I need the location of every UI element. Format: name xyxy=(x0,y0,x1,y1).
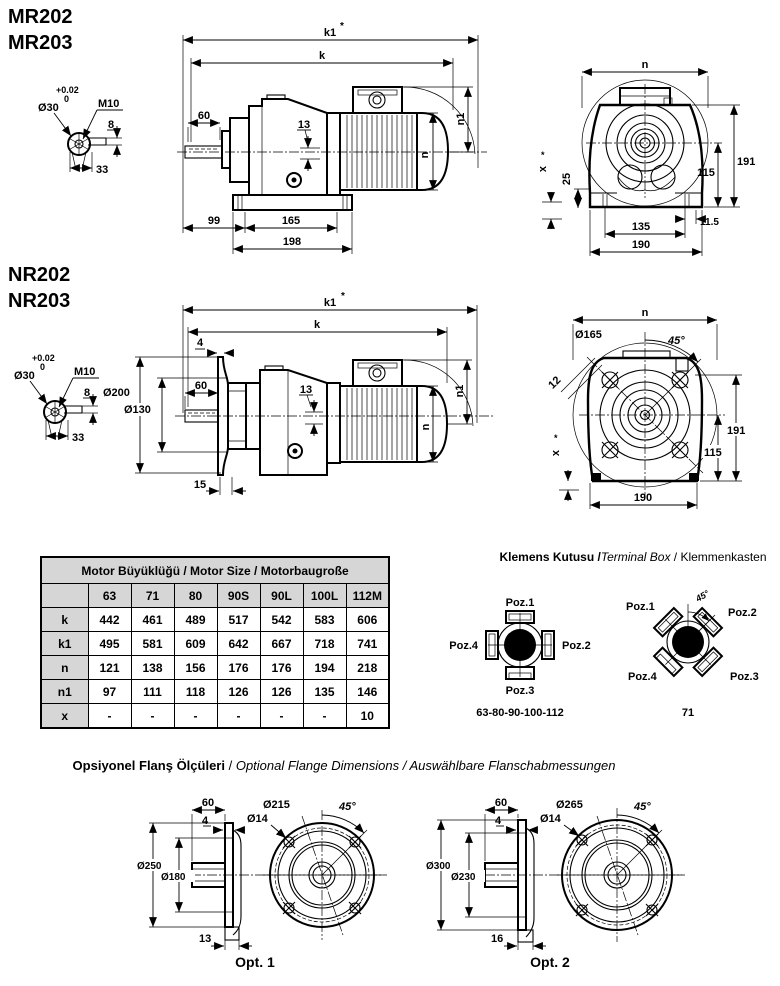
dim-45deg: 45° xyxy=(668,335,685,347)
dim-198: 198 xyxy=(282,236,302,248)
cell: 10 xyxy=(346,704,389,729)
dim-135: 135 xyxy=(631,221,651,233)
key-height-label: 8 xyxy=(108,119,115,131)
dim-60: 60 xyxy=(194,380,208,392)
dim-4: 4 xyxy=(494,815,502,827)
poz2-label: Poz.2 xyxy=(562,640,591,652)
standard-sizes-caption: 63-80-90-100-112 xyxy=(476,707,564,719)
dim-k1-star: * xyxy=(340,21,344,32)
terminal-box-standard xyxy=(449,597,590,719)
dim-thk: 13 xyxy=(199,933,212,945)
cell: 495 xyxy=(88,632,131,656)
col-header: 80 xyxy=(174,584,217,608)
dim-45deg: 45° xyxy=(634,801,651,813)
row-label: n xyxy=(41,656,88,680)
housing-geometry xyxy=(589,88,702,207)
cell: - xyxy=(217,704,260,729)
terminal-title-de: / Klemmenkasten xyxy=(670,550,767,564)
table-row xyxy=(41,680,389,704)
dim-190: 190 xyxy=(631,239,651,251)
cell: 118 xyxy=(174,680,217,704)
cell: 194 xyxy=(303,656,346,680)
dim-x: x xyxy=(550,449,562,457)
cell: 138 xyxy=(131,656,174,680)
shaft-end-dimensions xyxy=(14,353,99,444)
dim-60: 60 xyxy=(197,110,211,122)
extension-lines xyxy=(135,305,477,495)
gearbox-geometry xyxy=(246,366,327,475)
cell: 542 xyxy=(260,608,303,632)
cell: - xyxy=(303,704,346,729)
shaft-diameter-label: Ø30 xyxy=(38,102,59,114)
dim-dia165: Ø165 xyxy=(575,329,602,341)
thread-label: M10 xyxy=(98,98,120,110)
dimension-lines xyxy=(183,40,478,249)
sep: / xyxy=(224,758,236,773)
mr-model-heading xyxy=(8,4,72,56)
dim-x: x xyxy=(537,165,549,173)
poz3-label: Poz.3 xyxy=(730,671,759,683)
sep: / xyxy=(180,563,191,578)
table-title-tr: Motor Büyüklüğü xyxy=(81,563,181,578)
section-view xyxy=(192,823,241,940)
col-header: 71 xyxy=(131,584,174,608)
dimension-lines xyxy=(140,310,477,491)
dim-25: 25 xyxy=(561,172,573,186)
table-title xyxy=(41,557,389,584)
flange-title-rest: Optional Flange Dimensions / Auswählbare Flanschabmessungen xyxy=(235,758,616,773)
dim-pilot: Ø230 xyxy=(451,872,476,883)
size71-caption: 71 xyxy=(681,707,695,719)
model-nr203: NR203 xyxy=(8,290,71,312)
cell: 97 xyxy=(88,680,131,704)
cell: 642 xyxy=(217,632,260,656)
cell: 176 xyxy=(217,656,260,680)
cell: 606 xyxy=(346,608,389,632)
table-row xyxy=(41,704,389,729)
dim-190: 190 xyxy=(633,492,653,504)
flange-title-tr: Opsiyonel Flanş Ölçüleri xyxy=(72,758,225,773)
key-width-label: 33 xyxy=(96,164,109,176)
cell: 718 xyxy=(303,632,346,656)
dim-n: n xyxy=(420,423,432,431)
cell: 667 xyxy=(260,632,303,656)
tolerance-lower: 0 xyxy=(64,94,70,104)
model-nr202: NR202 xyxy=(8,264,71,286)
table-row xyxy=(41,632,389,656)
col-header: 112M xyxy=(346,584,389,608)
row-label: n1 xyxy=(41,680,88,704)
dim-13: 13 xyxy=(297,119,311,131)
circular-view xyxy=(263,810,383,940)
flange-opt2-drawing xyxy=(425,788,720,983)
poz4-label: Poz.4 xyxy=(628,671,657,683)
col-header: 90S xyxy=(217,584,260,608)
dim-191: 191 xyxy=(737,156,756,168)
table-title-de: Motorbaugroße xyxy=(260,563,349,578)
shaft-end-dimensions xyxy=(38,85,123,176)
table-row xyxy=(41,608,389,632)
key-width-label: 33 xyxy=(72,432,85,444)
dim-n: n xyxy=(641,59,649,71)
terminal-box-diagrams xyxy=(430,568,780,725)
mr-side-view xyxy=(172,18,492,263)
col-header: 90L xyxy=(260,584,303,608)
dim-11-5: 11.5 xyxy=(700,217,719,228)
cell: 583 xyxy=(303,608,346,632)
dim-115: 115 xyxy=(704,447,722,459)
poz4-label: Poz.4 xyxy=(449,640,478,652)
shaft-diameter-label: Ø30 xyxy=(14,370,35,382)
cell: 146 xyxy=(346,680,389,704)
model-mr202: MR202 xyxy=(8,6,73,28)
tolerance-upper: +0.02 xyxy=(56,85,79,95)
cell: - xyxy=(88,704,131,729)
dim-thk: 16 xyxy=(491,933,504,945)
nr-side-view xyxy=(95,283,500,523)
tolerance-lower: 0 xyxy=(40,362,46,372)
thread-label: M10 xyxy=(74,366,96,378)
dim-4: 4 xyxy=(196,337,204,349)
nr-model-heading xyxy=(8,262,70,314)
col-header: 100L xyxy=(303,584,346,608)
dim-15: 15 xyxy=(193,479,207,491)
dim-k1: k1 xyxy=(323,27,337,39)
tolerance-upper: +0.02 xyxy=(32,353,55,363)
opt2-caption: Opt. 2 xyxy=(530,954,570,970)
model-mr203: MR203 xyxy=(8,32,73,54)
rotation-angle-label: 45° xyxy=(694,588,711,604)
dim-k1-star: * xyxy=(341,291,345,302)
cell: 121 xyxy=(88,656,131,680)
mr-front-view xyxy=(538,48,778,268)
corner-cell xyxy=(41,584,88,608)
dim-99: 99 xyxy=(207,215,221,227)
poz2-label: Poz.2 xyxy=(728,607,757,619)
cell: 741 xyxy=(346,632,389,656)
dim-4: 4 xyxy=(201,815,209,827)
cell: 176 xyxy=(260,656,303,680)
dim-60: 60 xyxy=(494,797,508,809)
dim-13: 13 xyxy=(299,384,313,396)
terminal-title-en: Terminal Box xyxy=(600,550,671,564)
cell: 135 xyxy=(303,680,346,704)
dim-pilot: Ø180 xyxy=(161,872,186,883)
row-label: k1 xyxy=(41,632,88,656)
mr-shaft-end-detail xyxy=(30,80,180,210)
cell: 126 xyxy=(260,680,303,704)
nr-front-view xyxy=(535,290,780,525)
terminal-title-tr: Klemens Kutusu / xyxy=(499,550,601,564)
cell: 218 xyxy=(346,656,389,680)
dim-191: 191 xyxy=(727,425,746,437)
row-label: x xyxy=(41,704,88,729)
motor-size-table xyxy=(40,556,390,729)
key-height-label: 8 xyxy=(84,387,91,399)
flange-opt1-drawing xyxy=(135,788,415,983)
dim-k1: k1 xyxy=(323,297,337,309)
table-title-en: Motor Size xyxy=(190,563,251,578)
cell: 489 xyxy=(174,608,217,632)
flange-options-title xyxy=(40,758,648,773)
dim-n1: n1 xyxy=(454,384,466,398)
dim-115: 115 xyxy=(697,167,715,179)
cell: 156 xyxy=(174,656,217,680)
dim-k: k xyxy=(313,319,321,331)
motor-geometry xyxy=(233,87,475,210)
terminal-box-title xyxy=(458,550,780,564)
dim-n: n xyxy=(419,151,431,159)
cell: 111 xyxy=(131,680,174,704)
row-label: k xyxy=(41,608,88,632)
cell: 517 xyxy=(217,608,260,632)
dim-outer: Ø300 xyxy=(426,861,451,872)
dim-45deg: 45° xyxy=(339,801,356,813)
cell: 609 xyxy=(174,632,217,656)
col-header: 63 xyxy=(88,584,131,608)
terminal-box-rotated xyxy=(626,588,759,719)
column-header-row xyxy=(41,584,389,608)
dim-dia200: Ø200 xyxy=(103,387,130,399)
extension-lines xyxy=(183,35,478,254)
dim-n: n xyxy=(641,307,649,319)
cell: 461 xyxy=(131,608,174,632)
dim-dia130: Ø130 xyxy=(124,404,151,416)
cell: 442 xyxy=(88,608,131,632)
poz3-label: Poz.3 xyxy=(505,685,535,697)
cell: - xyxy=(174,704,217,729)
poz1-label: Poz.1 xyxy=(505,597,535,609)
dim-outer: Ø250 xyxy=(137,861,162,872)
dim-12: 12 xyxy=(546,374,564,392)
dim-x-star: * xyxy=(541,150,545,160)
poz1-label: Poz.1 xyxy=(626,601,655,613)
motor-geometry xyxy=(327,360,473,463)
cell: - xyxy=(260,704,303,729)
cell: - xyxy=(131,704,174,729)
dim-165: 165 xyxy=(281,215,301,227)
dim-n1: n1 xyxy=(455,112,467,126)
dim-bolt-circle: Ø265 xyxy=(556,799,583,811)
cell: 126 xyxy=(217,680,260,704)
dim-60: 60 xyxy=(201,797,215,809)
dim-x-star: * xyxy=(554,433,558,443)
dim-hole: Ø14 xyxy=(540,813,561,825)
dim-bolt-circle: Ø215 xyxy=(263,799,290,811)
dim-hole: Ø14 xyxy=(247,813,268,825)
cell: 581 xyxy=(131,632,174,656)
sep: / xyxy=(250,563,261,578)
opt1-caption: Opt. 1 xyxy=(235,954,275,970)
section-view xyxy=(485,820,534,942)
dim-k: k xyxy=(318,50,326,62)
table-row xyxy=(41,656,389,680)
